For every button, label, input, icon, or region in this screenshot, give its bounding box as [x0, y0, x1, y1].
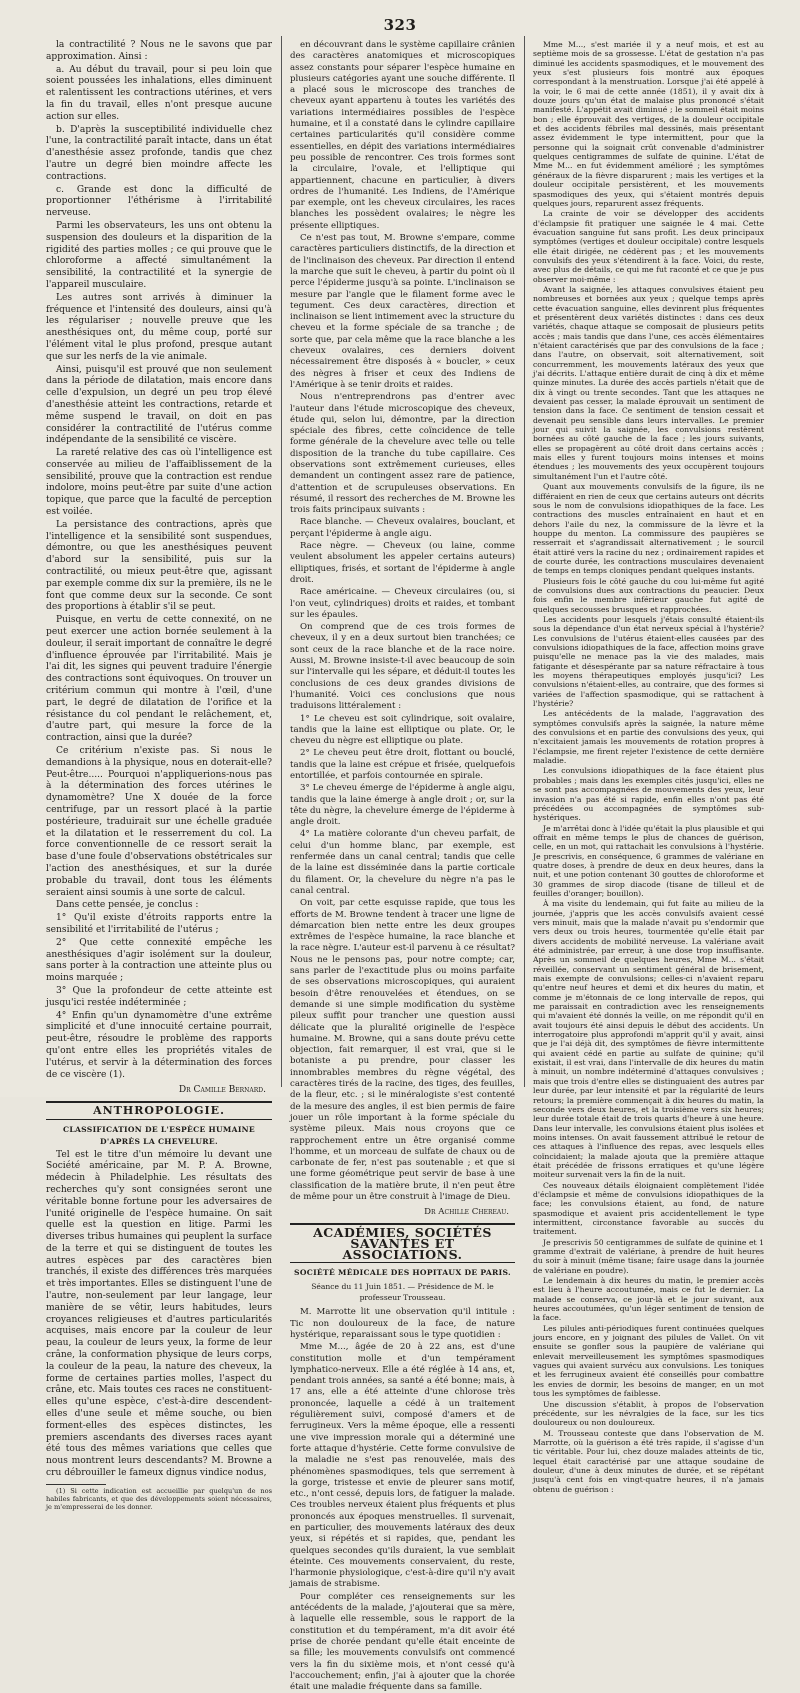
article-subheading: CLASSIFICATION DE L'ESPÈCE HUMAINE D'APRÈS LA CHEVELURE.: [63, 1124, 255, 1146]
paragraph: en découvrant dans le système capillaire crânien des caractères anatomiques et microscopiques assez constants pour séparer l'espèce humaine en plusieurs catégories ayant une souche différente. Il a placé sous le microscope des tranches de cheveux ayant appartenu à toutes les variétés des variations intermédiaires possibles de l'espèce humaine, et il a constaté dans le cylindre capillaire certaines particularités qu'il considère comme essentielles, en dépit des variations intermédiaires peu possible de rencontrer. Ces trois formes sont la circulaire, l'ovale, et l'elliptique qui appartiennent, chacune en particulier, à divers ordres de l'humanité. Les Indiens, de l'Amérique par exemple, ont les cheveux circulaires, les races blanches les possèdent ovalaires; le nègre les présente elliptiques.: [290, 40, 515, 231]
paragraph: b. D'après la susceptibilité individuelle chez l'une, la contractilité paraît intacte, dans un état d'anesthésie assez profonde, tandis que chez l'autre un degré bien moindre affecte les contractions.: [46, 124, 272, 182]
paragraph: Dans cette pensée, je conclus :: [56, 900, 199, 911]
paragraph: Plusieurs fois le côté gauche du cou lui-même fut agité de convulsions dues aux contractions du peaucier. Deux fois enfin le membre inférieur gauche fut agité de quelques secousses brusques et rapprochées.: [533, 576, 764, 614]
paragraph: Je m'arrêtai donc à l'idée qu'était la plus plausible et qui offrait en même temps le plus de chances de guérison, celle, en un mot, qui rattachait les convulsions à l'hystérie. Je prescrivis, en conséquence, 6 grammes de valériane en quatre doses, à prendre de deux en deux heures, dans la nuit, et une potion contenant 30 gouttes de chloroforme et 30 grammes de sirop diacode (tisane de tilleul et de feuilles d'oranger; bouillon).: [533, 823, 764, 898]
paragraph: Quant aux mouvements convulsifs de la figure, ils ne différaient en rien de ceux que certains auteurs ont décrits sous le nom de convulsions idiopathiques de la face. Les contractions des muscles entraînaient en haut et en dehors l'aile du nez, la commissure de la lèvre et la houppe du menton. La commissure des paupières se resserrait et s'agrandissait alternativement ; le sourcil était attiré vers la racine du nez ; ordinairement rapides et de courte durée, les contractions musculaires devenaient de temps en temps cloniques pendant quelques instants.: [533, 482, 764, 576]
paragraph: La persistance des contractions, après que l'intelligence et la sensibilité sont suspendues, démontre, ou que les anesthésiques peuvent d'abord sur la sensibilité, puis sur la contractilité, ou mieux peut-être que, agissant par exemple comme dix sur la première, ils ne le font que comme deux sur la seconde. Ce sont des proportions à établir s'il se peut.: [46, 519, 272, 613]
paragraph: La rareté relative des cas où l'intelligence est conservée au milieu de l'affaiblissement de la sensibilité, prouve que la contraction est rendue indolore, moins peut-être par suite d'une action topique, que parce que la faculté de perception est voilée.: [46, 448, 272, 518]
paragraph: Ces nouveaux détails éloignaient complètement l'idée d'éclampsie et même de convulsions idiopathiques de la face; les convulsions étaient, au fond, de nature spasmodique et avaient pris accidentellement le type intermittent, circonstance favorable au succès du traitement.: [533, 1180, 764, 1237]
paragraph: À ma visite du lendemain, qui fut faite au milieu de la journée, j'appris que les accès convulsifs avaient cessé vers minuit, mais que la malade n'avait pu s'endormir que vers deux ou trois heures, tourmentée qu'elle était par divers accidents de mobilité nerveuse. La valériane avait été administrée, par erreur, à une dose trop insuffisante. Après un sommeil de quelques heures, Mme M... s'était réveillée, conservant un sentiment général de brisement, mais exempte de convulsions; celles-ci n'avaient reparu qu'entre neuf heures et demi et dix heures du matin, et comme je m'étonnais de ce long intervalle de repos, qui me paraissait en contradiction avec les renseignements qui m'avaient été donnés la veille, on me répondit qu'il en avait toujours été ainsi depuis le début des accidents. Un interrogatoire plus approfondi m'apprit qu'il y avait, ainsi que je l'ai déjà dit, des symptômes de fièvre intermittente qui avaient cédé en partie au sulfate de quinine; qu'il existait, il est vrai, dans l'intervalle de dix heures du matin à minuit, un nombre indéterminé d'attaques convulsives ; mais que trois d'entre elles se distinguaient des autres par leur durée, par leur intensité et par la régularité de leurs retours; la première commençait à dix heures du matin, la seconde vers deux heures, et la troisième vers six heures; leur durée totale était de trois quarts d'heure à une heure. Dans leur intervalle, les convulsions étaient plus isolées et moins intenses. On avait faussement attribué le retour de ces attaques à l'influence des repas, avec lesquels elles coïncidaient; la malade ajouta que la première attaque était précédée de frissons erratiques et qu'une légère moiteur survenait vers la fin de la nuit.: [533, 899, 764, 1180]
paragraph: Je prescrivis 50 centigrammes de sulfate de quinine et 1 gramme d'extrait de valériane, à prendre de huit heures du soir à minuit (même tisane; faire usage dans la journée de valériane en poudre).: [533, 1237, 764, 1275]
paragraph: 1° Le cheveu est soit cylindrique, soit ovalaire, tandis que la laine est elliptique ou plate. Or, le cheveu du nègre est elliptique ou plate.: [290, 713, 515, 747]
paragraph: Les convulsions idiopathiques de la face étaient plus probables ; mais dans les exemples cités jusqu'ici, elles ne se sont pas accompagnées de mouvements des yeux, leur invasion n'a pas été si rapide, enfin elles n'ont pas été précédées ou accompagnées de symptômes sub-hystériques.: [533, 766, 764, 823]
paragraph: Mme M..., âgée de 20 à 22 ans, est d'une constitution molle et d'un tempérament lymphatico-nerveux. Elle a été réglée à 14 ans, et, pendant trois années, sa santé a été bonne; mais, à 17 ans, elle a été atteinte d'une chlorose très prononcée, laquelle a cédé à un traitement régulièrement suivi, composé d'amers et de ferrugineux. Vers la même époque, elle a ressenti une vive impression morale qui a déterminé une forte attaque d'hystérie. Cette forme convulsive de la maladie ne s'est pas renouvelée, mais des phénomènes spasmodiques, tels que serrement à la gorge, tristesse et envie de pleurer sans motif, etc., n'ont cessé, depuis lors, de fatiguer la malade. Ces troubles nerveux étaient plus fréquents et plus prononcés aux époques menstruelles. Il survenait, en particulier, des mouvements latéraux des deux yeux, si répétés et si rapides, que, pendant les quelques secondes qu'ils duraient, la vue semblait éteinte. Ces mouvements conservaient, du reste, l'harmonie physiologique, c'est-à-dire qu'il n'y avait jamais de strabisme.: [290, 1342, 515, 1590]
paragraph: Une discussion s'établit, à propos de l'observation précédente, sur les névralgies de la face, sur les tics douloureux ou non douloureux.: [533, 1399, 764, 1428]
footnote: (1) Si cette indication est accueillie par quelqu'un de nos habiles fabricants, et que des développements soient nécessaires, je m'empresserai de les donner.: [46, 1486, 272, 1511]
paragraph: 3° Que la profondeur de cette atteinte est jusqu'ici restée indéterminée ;: [46, 985, 272, 1008]
paragraph: 2° Que cette connexité empêche les anesthésiques d'agir isolément sur la douleur, sans porter à la contraction une atteinte plus ou moins marquée ;: [46, 937, 272, 984]
paragraph: Avant la saignée, les attaques convulsives étaient peu nombreuses et bornées aux yeux ; quelque temps après cette évacuation sanguine, elles devinrent plus fréquentes et présentèrent deux variétés distinctes : dans ces deux variétés, chaque attaque se composait de plusieurs petits accès ; mais tandis que dans l'une, ces accès élémentaires n'étaient caractérisés que par des convulsions de la face ; dans l'autre, on observait, soit alternativement, soit concurremment, les mouvements latéraux des yeux que j'ai décrits. L'attaque entière durait de cinq à dix et même quinze minutes. La durée des accès partiels n'était que de dix à vingt ou trente secondes. Tant que les attaques ne devaient pas cesser, la malade éprouvait un sentiment de tension dans la face. Ce sentiment de tension cessait et devenait peu sensible dans leurs intervalles. Le premier jour qui suivit la saignée, les convulsions restèrent bornées au côté gauche de la face ; les jours suivants, elles se propagèrent au côté droit dans certains accès ; mais elles y furent toujours moins intenses et moins étendues ; les mouvements des yeux occupèrent toujours simultanément l'un et l'autre côté.: [533, 284, 764, 481]
paragraph: M. Trousseau conteste que dans l'observation de M. Marrotte, où la guérison a été très rapide, il s'agisse d'un tic véritable. Pour lui, chez douze malades atteints de tic, lequel était caractérisé par une attaque soudaine de douleur, d'une à deux minutes de durée, et se répétant jusqu'à cent fois en vingt-quatre heures, il n'a jamais obtenu de guérison :: [533, 1428, 764, 1494]
section-title: ANTHROPOLOGIE.: [93, 1104, 225, 1118]
author-signature: Dr Camille Bernard.: [178, 1085, 266, 1096]
column-divider: [524, 36, 525, 1087]
paragraph: Ainsi, puisqu'il est prouvé que non seulement dans la période de dilatation, mais encore dans celle d'expulsion, un degré un peu trop élevé d'anesthésie atteint les contractions, retarde et même suspend le travail, on doit en pas considérer la contractilité de l'utérus comme indépendante de la sensibilité ce viscère.: [46, 364, 272, 446]
paragraph: 2° Le cheveu peut être droit, flottant ou bouclé, tandis que la laine est crépue et frisée, quelquefois entortillée, et parfois contournée en spirale.: [290, 748, 515, 781]
paragraph: Pour compléter ces renseignements sur les antécédents de la malade, j'ajouterai que sa mère, à laquelle elle ressemble, sous le rapport de la constitution et du tempérament, m'a dit avoir été prise de chorée pendant qu'elle était enceinte de sa fille; les mouvements convulsifs ont commencé vers la fin du sixième mois, et n'ont cessé qu'à l'accouchement; enfin, j'ai à ajouter que la chorée était une maladie fréquente dans sa famille.: [290, 1591, 515, 1693]
column-2: [290, 40, 515, 1693]
paragraph: Race nègre. — Cheveux (ou laine, comme veulent absolument les appeler certains auteurs) elliptiques, frisés, et sortant de l'épiderme à angle droit.: [290, 541, 515, 585]
paragraph: Ce n'est pas tout, M. Browne s'empare, comme caractères particuliers distinctifs, de la direction et de l'inclinaison des cheveux. Par direction il entend la marche que suit le cheveu, à partir du point où il perce l'épiderme jusqu'à sa pointe. L'inclinaison se mesure par l'angle que le filament forme avec le tegument. Ces deux caractères, direction et inclinaison se lient intimement avec la structure du cheveu et la forme spéciale de sa tranche ; de sorte que, par cela même que la race blanche a les cheveux ovalaires, ces derniers doivent nécessairement être disposés à « boucler, » ceux des nègres à friser et ceux des Indiens de l'Amérique à se tenir droits et raides.: [290, 233, 515, 390]
paragraph: Les accidents pour lesquels j'étais consulté étaient-ils sous la dépendance d'un état nerveux spécial à l'hystérie? Les convulsions de l'utérus étaient-elles causées par des convulsions idiopathiques de la face, affection moins grave puisqu'elle ne menace pas la vie des malades, mais fatigante et désespérante par sa nature réfractaire à tous les moyens thérapeutiques employés jusqu'ici? Les convulsions n'étaient-elles, au contraire, que des formes si variées de l'affection spasmodique, qui se rattachent à l'hystérie?: [533, 614, 764, 709]
paragraph: c. Grande est donc la difficulté de proportionner l'éthérisme à l'irritabilité nerveuse.: [46, 184, 272, 219]
paragraph: On comprend que de ces trois formes de cheveux, il y en a deux surtout bien tranchées; ce sont ceux de la race blanche et de la race noire. Aussi, M. Browne insiste-t-il avec beaucoup de soin sur l'intervalle qui les sépare, et déduit-il toutes les conclusions de ces deux grandes divisions de l'humanité. Voici ces conclusions que nous traduisons littéralement :: [290, 622, 515, 712]
section-title: ACADÉMIES, SOCIÉTÉS SAVANTES ET ASSOCIATIONS.: [313, 1224, 492, 1263]
paragraph: Mme M..., s'est mariée il y a neuf mois, et est au septième mois de sa grossesse. L'état de gestation n'a pas diminué les accidents spasmodiques, et le mouvement des yeux s'est plusieurs fois montré aux époques correspondant à la menstruation. Lorsque j'ai été appelé à la voir, le 6 mai de cette année (1851), il y avait dix à douze jours qu'un état de malaise plus prononcé s'était manifesté. L'appétit avait diminué ; le sommeil était moins bon ; elle éprouvait des vertiges, de la douleur occipitale et des accidents fébriles mal dessinés, mais présentant assez évidemment le type intermittent, pour que la personne qui la soignait crût convenable d'administrer quelques centigrammes de sulfate de quinine. L'état de Mme M... en fut évidemment amélioré ; les symptômes généraux de la fièvre disparurent ; mais les vertiges et la douleur occipitale persistèrent, et les mouvements spasmodiques des yeux, qui s'étaient montrés depuis quelques jours, reparurent assez fréquents.: [533, 40, 764, 208]
author-signature: Dr Achille Chereau.: [424, 1207, 509, 1218]
session-line: Séance du 11 Juin 1851. — Présidence de M. le professeur Trousseau.: [311, 1281, 494, 1303]
paragraph: 4° La matière colorante d'un cheveu parfait, de celui d'un homme blanc, par exemple, est renfermée dans un canal central; tandis que celle de la laine est disséminée dans la partie corticale du filament. Or, la chevelure du nègre n'a pas le canal central.: [290, 829, 515, 896]
paragraph: 4° Enfin qu'un dynamomètre d'une extrême simplicité et d'une innocuité certaine pourrait, peut-être, résoudre le problème des rapports qu'ont entre elles les propriétés vitales de l'utérus, et servir à la détermination des forces de ce viscère (1).: [46, 1010, 272, 1080]
society-title: SOCIÉTÉ MÉDICALE DES HOPITAUX DE PARIS.: [294, 1268, 511, 1278]
section-rule: [290, 1262, 515, 1263]
section-rule: [46, 1101, 272, 1103]
section-rule: [46, 1119, 272, 1120]
paragraph: Ce critérium n'existe pas. Si nous le demandions à la physique, nous en doterait-elle? Peut-être..... Pourquoi n'appliquerions-nous pas à la détermination des forces utérines le dynamomètre? Une X douée de la force centrifuge, par un ressort placé à la partie postérieure, traduirait sur une échelle graduée et la dilatation et le resserrement du col. La force conventionnelle de ce ressort serait la base d'une foule d'observations obstétricales sur l'action des anesthésiques, et sur la durée probable du travail, dont tous les éléments seraient ainsi soumis à une sorte de calcul.: [46, 746, 272, 898]
paragraph: Nous n'entreprendrons pas d'entrer avec l'auteur dans l'étude microscopique des cheveux, étude qui, selon lui, démontre, par la direction spéciale des fibres, cette coïncidence de telle forme générale de la chevelure avec telle ou telle disposition de la tranche du tube capillaire. Ces observations sont extrêmement curieuses, elles demandent un contingent assez rare de patience, d'attention et de scrupuleuses observations. En résumé, il ressort des recherches de M. Browne les trois faits principaux suivants :: [290, 392, 515, 516]
paragraph: Race américaine. — Cheveux circulaires (ou, si l'on veut, cylindriques) droits et raides, et tombant sur les épaules.: [290, 587, 515, 620]
paragraph: Puisque, en vertu de cette connexité, on ne peut exercer une action bornée seulement à la douleur, il serait important de connaître le degré d'influence éprouvée par l'irritabilité. Mais je l'ai dit, les signes qui peuvent traduire l'énergie des contractions sont équivoques. On trouver un critérium commun qui montre à l'œil, d'une part, le degré de dilatation de l'orifice et la résistance du col pendant le relâchement, et, d'autre part, qui mesure la force de la contraction, ainsi que la durée?: [46, 615, 272, 744]
paragraph: la contractilité ? Nous ne le savons que par approximation. Ainsi :: [46, 40, 272, 62]
footnote-rule: [46, 1484, 106, 1485]
column-divider: [281, 36, 282, 1087]
paragraph: a. Au début du travail, pour si peu loin que soient poussées les inhalations, elles diminuent et ralentissent les contractions utérines, et vers la fin du travail, elles n'ont presque aucune action sur elles.: [46, 64, 272, 122]
paragraph: Les pilules anti-périodiques furent continuées quelques jours encore, en y joignant des pilules de Vallet. On vit ensuite se gonfler sous la paupière de valériane qui enlevait merveilleusement les symptômes spasmodiques vagues qui avaient survécu aux convulsions. Les toniques et les ferrugineux avaient été conseillés pour combattre les envies de dormir, les besoins de manger, en un mot tous les symptômes de faiblesse.: [533, 1323, 764, 1399]
paragraph: Le lendemain à dix heures du matin, le premier accès est lieu à l'heure accoutumée, mais ce fut le dernier. La malade se conserva, ce jour-là et le jour suivant, aux heures accoutumées, qu'un léger sentiment de tension de la face.: [533, 1276, 764, 1323]
paragraph: Les antécédents de la malade, l'aggravation des symptômes convulsifs après la saignée, la nature même des convulsions et en partie des convulsions des yeux, qui n'excitaient jamais les mouvements de rotation propres à l'éclampsie, me firent rejeter l'existence de cette dernière maladie.: [533, 709, 764, 766]
paragraph: M. Marrotte lit une observation qu'il intitule : Tic non douloureux de la face, de nature hystérique, reparaissant sous le type quotidien :: [290, 1307, 515, 1340]
paragraph: 3° Le cheveu émerge de l'épiderme à angle aigu, tandis que la laine émerge à angle droit ; or, sur la tête du nègre, la chevelure émerge de l'épiderme à angle droit.: [290, 783, 515, 828]
column-3: [533, 40, 764, 1494]
paragraph: 1° Qu'il existe d'étroits rapports entre la sensibilité et l'irritabilité de l'utérus ;: [46, 913, 272, 935]
paragraph: Les autres sont arrivés à diminuer la fréquence et l'intensité des douleurs, ainsi qu'à les régulariser ; nouvelle preuve que les anesthésiques ont, du même coup, porté sur l'élément vital le plus profond, presque autant que sur les nerfs de la vie animale.: [46, 292, 272, 362]
paragraph: Race blanche. — Cheveux ovalaires, bouclant, et perçant l'épiderme à angle aigu.: [290, 517, 515, 539]
page-number: 323: [383, 16, 417, 34]
paragraph: La crainte de voir se développer des accidents d'éclampsie fit pratiquer une saignée le 4 mai. Cette évacuation sanguine fut sans profit. Les deux principaux symptômes (vertiges et douleur occipitale) contre lesquels elle était dirigée, ne cédèrent pas ; et les mouvements convulsifs des yeux s'étendirent à la face. Voici, du reste, avec plus de détails, ce qui me fut raconté et ce que je pus observer moi-même :: [533, 209, 764, 284]
paragraph: Parmi les observateurs, les uns ont obtenu la suspension des douleurs et la disparition de la rigidité des parties molles ; ce qui prouve que le chloroforme a affecté simultanément la sensibilité, la contractilité et la synergie de l'appareil musculaire.: [46, 220, 272, 290]
paragraph: On voit, par cette esquisse rapide, que tous les efforts de M. Browne tendent à tracer une ligne de démarcation bien nette entre les deux groupes extrêmes de l'espèce humaine, la race blanche et la race nègre. L'auteur est-il parvenu à ce résultat? Nous ne le pensons pas, pour notre compte; car, sans parler de l'exactitude plus ou moins parfaite de ses observations microscopiques, qui auraient besoin d'être renouvelées et étendues, on se demande si une simple modification du système pileux suffit pour trancher une question aussi délicate que la pluralité originelle de l'espèce humaine. M. Browne, qui a sans doute prévu cette objection, fait remarquer, il est vrai, que si le botaniste a pu prendre, pour classer les innombrables membres du règne végétal, des caractères tirés de la racine, des tiges, des feuilles, de la fleur, etc. ; si le minéralogiste s'est contenté de la mesure des angles, il est bien permis de faire jouer un rôle important à la forme spéciale du système pileux. Mais nous croyons que ce rapprochement entre un être organisé comme l'homme, et un morceau de sulfate de chaux ou de carbonate de fer, n'est pas soutenable ; et que si une forme géométrique peut servir de base à une classification de la matière brute, il n'en peut être de même pour un être construit à l'image de Dieu.: [290, 898, 515, 1202]
paragraph: Tel est le titre d'un mémoire lu devant une Société américaine, par M. P. A. Browne, médecin à Philadelphie. Les résultats des recherches qu'y sont consignées seront une véritable bonne fortune pour les adversaires de l'unité originelle de l'espèce humaine. On sait quelle est la question en litige. Parmi les diverses tribus humaines qui peuplent la surface de la terre et qui se distinguent de toutes les autres espèces par des caractères bien tranchés, il existe des différences très marquées et très importantes. Elles se distinguent l'une de l'autre, non-seulement par leur langage, leur manière de se vêtir, leurs habitudes, leurs croyances religieuses et d'autres particularités acquises, mais encore par la couleur de leur peau, la couleur de leurs yeux, la forme de leur crâne, la conformation physique de leurs corps, la couleur de la peau, la nature des cheveux, la forme de certaines parties molles, l'aspect du crâne, etc. Mais toutes ces races ne constituent-elles qu'une espèce, c'est-à-dire descendent-elles d'une seule et même souche, ou bien forment-elles des espèces distinctes, les premiers ascendants des diverses races ayant été tous des mêmes variations que celles que nous montrent leurs descendants? M. Browne a cru débrouiller le fameux dignus vindice nodus,: [46, 1149, 272, 1479]
column-1: [46, 40, 272, 1511]
